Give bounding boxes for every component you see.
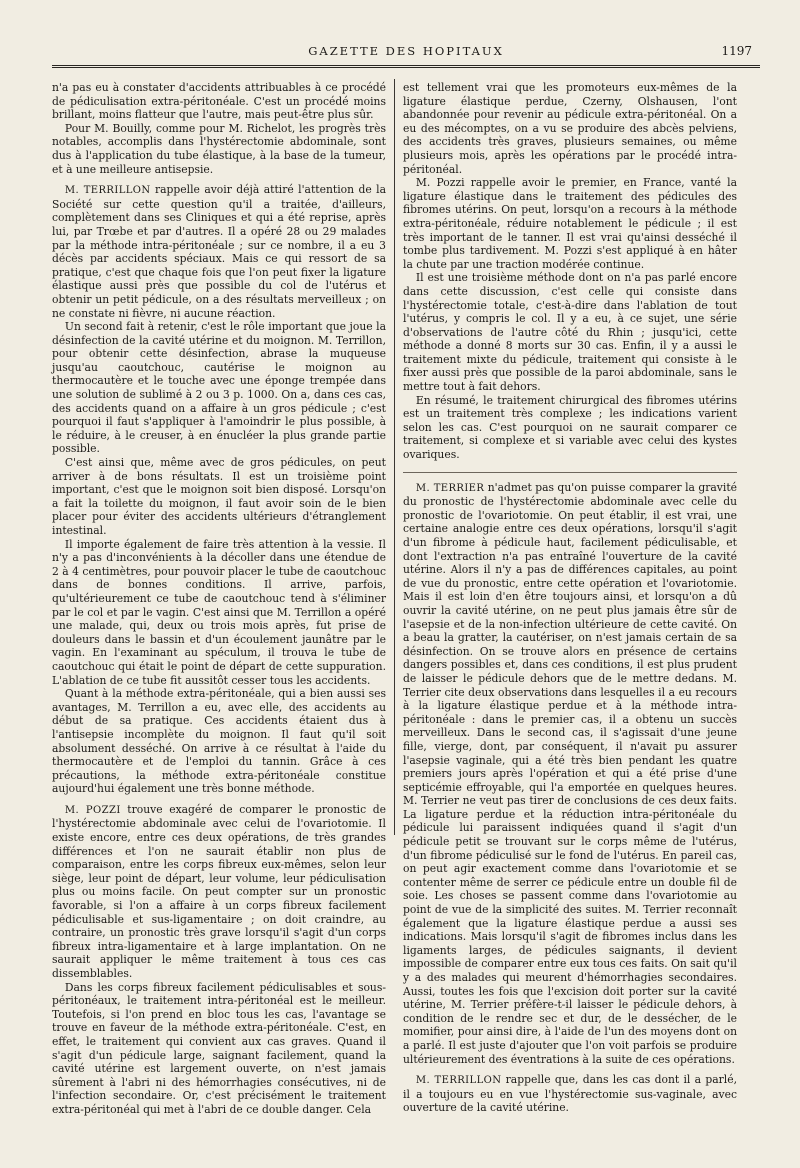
speaker-name: M. TERRILLON bbox=[415, 1075, 502, 1087]
right-column bbox=[395, 81, 737, 1117]
paragraph: n'a pas eu à constater d'accidents attribuables à ce procédé de pédiculisation extra-péritonéale. C'est un procédé moins brillant, moins flatteur que l'autre, mais peut-être plus sûr. bbox=[52, 81, 386, 122]
section-separator bbox=[403, 472, 737, 473]
paragraph: Dans les corps fibreux facilement pédiculisables et sous-péritonéaux, le traitement intra-péritonéal est le meilleur. Toutefois, si l'on prend en bloc tous les cas, l'avantage se trouve en faveur de la méthode extra-péritonéale. C'est, en effet, le traitement qui convient aux cas graves. Quand il s'agit d'un pédicule large, saignant facilement, quand la cavité utérine est largement ouverte, on n'est jamais sûrement à l'abri ni des hémorrhagies consécutives, ni de l'infection secondaire. Or, c'est précisément le traitement extra-péritonéal qui met à l'abri de ce double danger. Cela bbox=[52, 980, 386, 1116]
paragraph bbox=[52, 183, 386, 320]
paragraph: M. Pozzi rappelle avoir le premier, en France, vanté la ligature élastique dans le traitement des pédicules des fibromes utérins. On peut, lorsqu'on a recours à la méthode extra-péritonéale, réduire notablement le pédicule ; il est très important de le tanner. Il est vrai qu'ainsi desséché il tombe plus tardivement. M. Pozzi s'est appliqué à en hâter la chute par une traction modérée continue. bbox=[403, 176, 737, 271]
paragraph: C'est ainsi que, même avec de gros pédicules, on peut arriver à de bons résultats. Il est un troisième point important, c'est que le moignon soit bien disposé. Lorsqu'on a fait la toilette du moignon, il faut avoir soin de le bien placer pour éviter des accidents ultérieurs d'étranglement intestinal. bbox=[52, 456, 386, 537]
speaker-name: M. TERRIER bbox=[415, 482, 485, 494]
paragraph: Un second fait à retenir, c'est le rôle important que joue la désinfection de la cavité utérine et du moignon. M. Terrillon, pour obtenir cette désinfection, abrase la muqueuse jusqu'au caoutchouc, cautérise le moignon au thermocautère et le touche avec une éponge trempée dans une solution de sublimé à 2 ou 3 p. 1000. On a, dans ces cas, des accidents quand on a affaire à un gros pédicule ; c'est pourquoi il faut s'appliquer à l'amoindrir le plus possible, à le réduire, à le creuser, à en énucléer la plus grande partie possible. bbox=[52, 320, 386, 456]
paragraph: Quant à la méthode extra-péritonéale, qui a bien aussi ses avantages, M. Terrillon a eu, avec elle, des accidents au début de sa pratique. Ces accidents étaient dus à l'antisepsie incomplète du moignon. Il faut qu'il soit absolument desséché. On arrive à ce résultat à l'aide du thermocautère et de l'emploi du tannin. Grâce à ces précautions, la méthode extra-péritonéale constitue aujourd'hui également une très bonne méthode. bbox=[52, 687, 386, 796]
speaker-name: M. POZZI bbox=[64, 804, 121, 816]
left-column bbox=[52, 81, 394, 1117]
paragraph-text: rappelle que, dans les cas dont il a parlé, il a toujours eu en vue l'hystérectomie sus-vaginale, avec ouverture de la cavité utérine. bbox=[403, 1073, 737, 1115]
paragraph: En résumé, le traitement chirurgical des fibromes utérins est un traitement très complexe ; les indications varient selon les cas. C'est pourquoi on ne saurait comparer ce traitement, si complexe et si variable avec celui des kystes ovariques. bbox=[403, 393, 737, 462]
paragraph: Pour M. Bouilly, comme pour M. Richelot, les progrès très notables, accomplis dans l'hystérectomie abdominale, sont dus à l'application du tube élastique, à la base de la tumeur, et à une meilleure antisepsie. bbox=[52, 121, 386, 176]
paragraph-text: rappelle avoir déjà attiré l'attention de la Société sur cette question qu'il a traitée, d'ailleurs, complètement dans ses Cliniques et qui a été reprise, après lui, par Trœbe et par d'autres. Il a opéré 28 ou 29 malades par la méthode intra-péritonéale ; sur ce nombre, il a eu 3 décès par accidents spéciaux. Mais ce qui ressort de sa pratique, c'est que chaque fois que l'on peut fixer la ligature élastique aussi près que possible du col de l'utérus et obtenir un petit pédicule, on a des résultats merveilleux ; on ne constate ni fièvre, ni aucune réaction. bbox=[52, 183, 387, 320]
paragraph: Il importe également de faire très attention à la vessie. Il n'y a pas d'inconvénients à la décoller dans une étendue de 2 à 4 centimètres, pour pouvoir placer le tube de caoutchouc dans de bonnes conditions. Il arrive, parfois, qu'ultérieurement ce tube de caoutchouc tend à s'éliminer par le col et par le vagin. C'est ainsi que M. Terrillon a opéré une malade, qui, deux ou trois mois après, fut prise de douleurs dans le bassin et d'un écoulement jaunâtre par le vagin. En l'examinant au spéculum, il trouva le tube de caoutchouc qui était le point de départ de cette suppuration. L'ablation de ce tube fit aussitôt cesser tous les accidents. bbox=[52, 537, 386, 687]
page-number: 1197 bbox=[721, 44, 752, 58]
page-header bbox=[52, 44, 760, 62]
journal-title: GAZETTE DES HOPITAUX bbox=[308, 44, 504, 58]
paragraph bbox=[52, 803, 386, 981]
article-body bbox=[52, 81, 760, 1117]
paragraph-text: trouve exagéré de comparer le pronostic de l'hystérectomie abdominale avec celui de l'ovariotomie. Il existe encore, entre ces deux opérations, de très grandes différences et l'on ne saurait établir non plus de comparaison, entre les corps fibreux eux-mêmes, selon leur siège, leur point de départ, leur volume, leur pédiculisation plus ou moins facile. On peut compter sur un pronostic favorable, si l'on a affaire à un corps fibreux facilement pédiculisable et sus-ligamentaire ; on doit craindre, au contraire, un pronostic très grave lorsqu'il s'agit d'un corps fibreux intra-ligamentaire et à large implantation. On ne saurait appliquer le même traitement à tous ces cas dissemblables. bbox=[52, 802, 386, 980]
paragraph: est tellement vrai que les promoteurs eux-mêmes de la ligature élastique perdue, Czerny, Olshausen, l'ont abandonnée pour revenir au pédicule extra-péritonéal. On a eu des mécomptes, on a vu se produire des abcès pelviens, des accidents très graves, plusieurs semaines, ou même plusieurs mois, après les opérations par le procédé intra-péritonéal. bbox=[403, 81, 737, 176]
header-rule bbox=[52, 65, 760, 68]
speaker-name: M. TERRILLON bbox=[64, 185, 151, 197]
paragraph: Il est une troisième méthode dont on n'a pas parlé encore dans cette discussion, c'est celle qui consiste dans l'hystérectomie totale, c'est-à-dire dans l'ablation de tout l'utérus, y compris le col. Il y a eu, à ce sujet, une série d'observations de l'autre côté du Rhin ; jusqu'ici, cette méthode a donné 8 morts sur 30 cas. Enfin, il y a aussi le traitement mixte du pédicule, traitement qui consiste à le fixer aussi près que possible de la paroi abdominale, sans le mettre tout à fait dehors. bbox=[403, 271, 737, 394]
paragraph-text: n'admet pas qu'on puisse comparer la gravité du pronostic de l'hystérectomie abdominale avec celle du pronostic de l'ovariotomie. On peut établir, il est vrai, une certaine analogie entre ces deux opérations, lorsqu'il s'agit d'un fibrome à pédicule haut, facilement pédiculisable, et dont l'extraction n'a pas entraîné l'ouverture de la cavité utérine. Alors il n'y a pas de différences capitales, au point de vue du pronostic, entre cette opération et l'ovariotomie. Mais il est loin d'en être toujours ainsi, et lorsqu'on a dû ouvrir la cavité utérine, on ne peut plus jamais être sûr de l'asepsie et de la non-infection ultérieure de cette cavité. On a beau la gratter, la cautériser, on n'est jamais certain de sa désinfection. On se trouve alors en présence de certains dangers possibles et, dans ces conditions, il est plus prudent de laisser le pédicule dehors que de le mettre dedans. M. Terrier cite deux observations dans lesquelles il a eu recours à la ligature élastique perdue et à la méthode intra-péritonéale : dans le premier cas, il a obtenu un succès merveilleux. Dans le second cas, il s'agissait d'une jeune fille, vierge, dont, par conséquent, il n'avait pu assurer l'asepsie vaginale, qui a été très bien pendant les quatre premiers jours après l'opération et qui a été prise d'une septicémie effroyable, qui l'a emportée en quelques heures. M. Terrier ne veut pas tirer de conclusions de ces deux faits. La ligature perdue et la réduction intra-péritonéale du pédicule lui paraissent indiquées quand il s'agit d'un pédicule petit se trouvant sur le corps même de l'utérus, d'un fibrome pédiculisé sur le fond de l'utérus. En pareil cas, on peut agir exactement comme dans l'ovariotomie et se contenter même de serrer ce pédicule entre un double fil de soie. Les choses se passent comme dans l'ovariotomie au point de vue de la simplicité des suites. M. Terrier reconnaît également que la ligature élastique perdue a aussi ses indications. Mais lorsqu'il s'agit de fibromes inclus dans les ligaments larges, de pédicules saignants, il devient impossible de comparer entre eux tous ces faits. On sait qu'il y a des malades qui meurent d'hémorrhagies secondaires. Aussi, toutes les fois que l'excision doit porter sur la cavité utérine, M. Terrier préfère-t-il laisser le pédicule dehors, à condition de le rendre sec et dur, de le dessécher, de le momifier, pour ainsi dire, à l'aide de l'un des moyens dont on a parlé. Il est juste d'ajouter que l'on voit parfois se produire ultérieurement des éventrations à la suite de ces opérations. bbox=[403, 480, 738, 1066]
paragraph bbox=[403, 481, 737, 1067]
paragraph bbox=[403, 1073, 737, 1115]
